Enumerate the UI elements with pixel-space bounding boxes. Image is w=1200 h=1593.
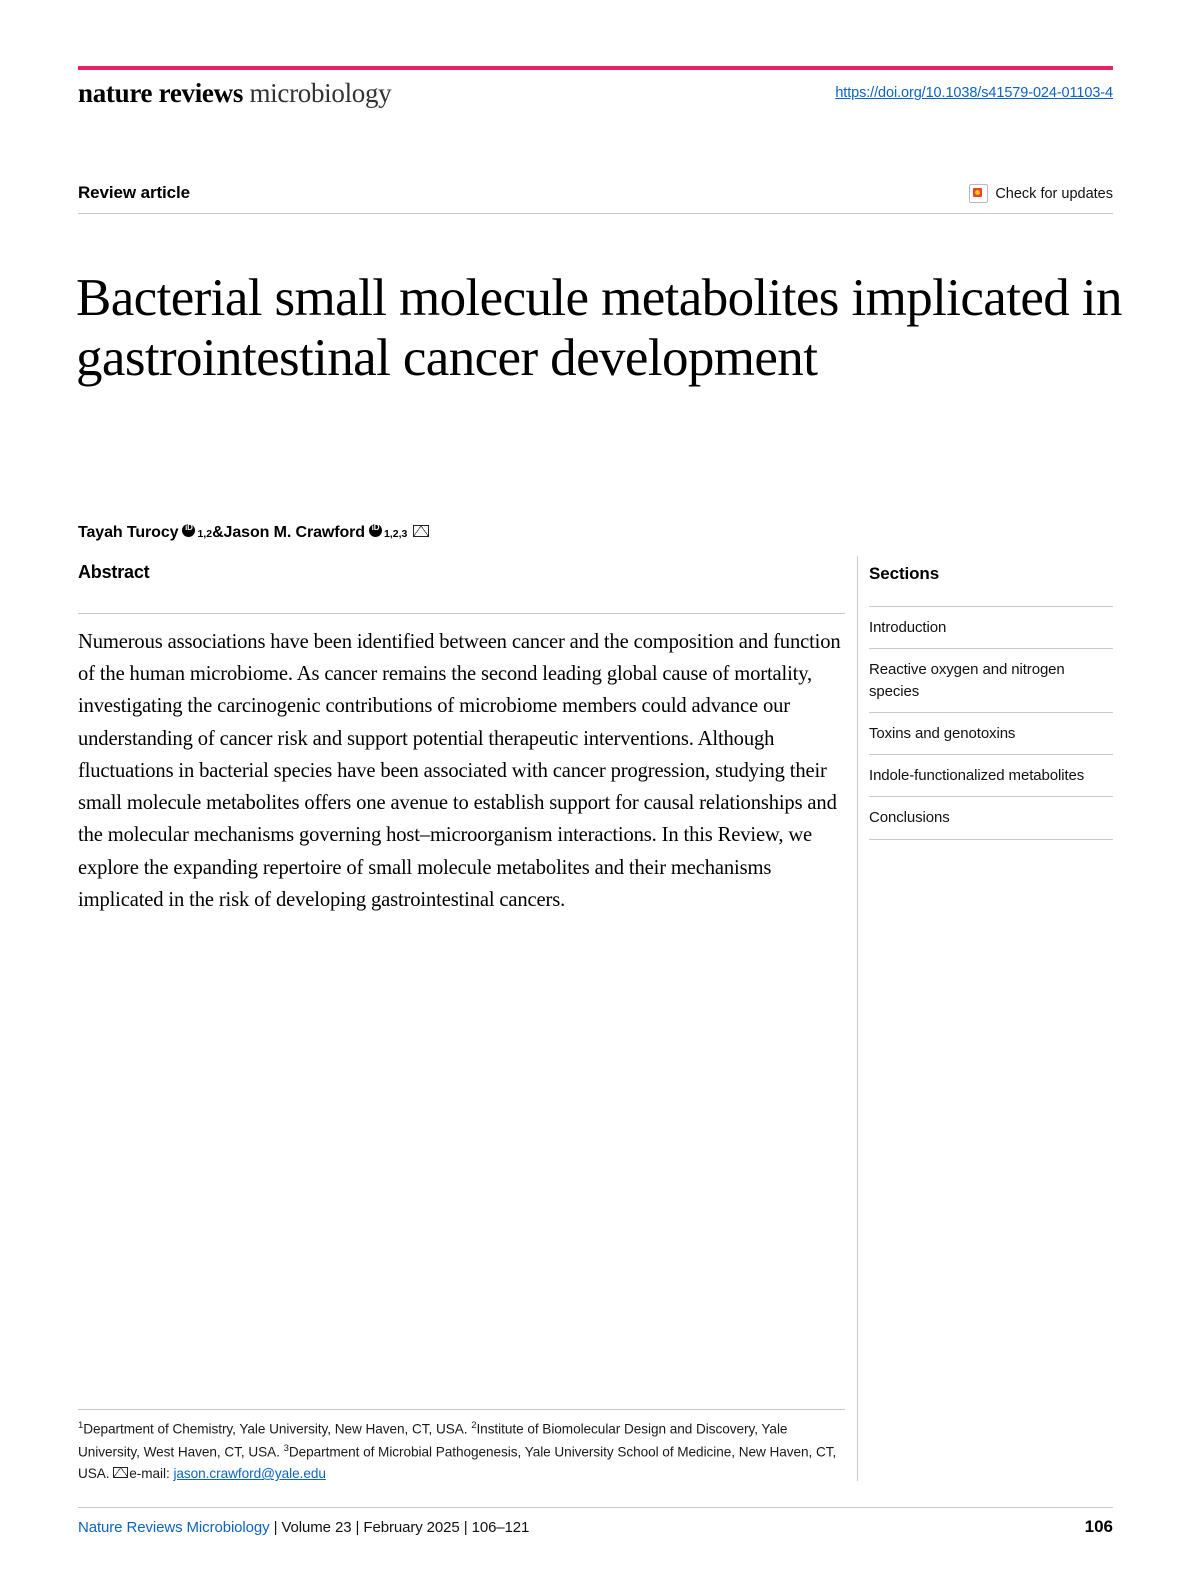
affiliation-text-2: Institute of Biomolecular Design and Discovery, Yale University, West Haven, CT, USA.	[78, 1421, 788, 1460]
author-affil-1: 1,2	[197, 528, 213, 540]
check-for-updates-button[interactable]	[969, 184, 1113, 203]
journal-name-bold: nature reviews	[78, 78, 244, 108]
journal-name-light: microbiology	[249, 78, 392, 108]
header-divider	[78, 213, 1113, 214]
journal-masthead	[78, 78, 678, 109]
envelope-icon[interactable]	[413, 525, 429, 537]
section-link-reactive-oxygen-and-nitrogen-species[interactable]: Reactive oxygen and nitrogen species	[869, 648, 1113, 712]
column-divider	[857, 556, 858, 1481]
affiliation-marker-1: 1	[78, 1420, 84, 1431]
footer-citation	[78, 1519, 529, 1536]
author-conjunction: &	[212, 524, 224, 541]
abstract-text: Numerous associations have been identified between cancer and the composition and function of the human microbiome. As cancer remains the second leading global cause of mortality, investigating the carcinogenic contributions of microbiome members could advance our understanding of cancer risk and support potential therapeutic interventions. Although fluctuations in bacterial species have been associated with cancer progression, studying their small molecule metabolites offers one avenue to establish support for causal relationships and the molecular mechanisms governing host–microorganism interactions. In this Review, we explore the expanding repertoire of small molecule metabolites and their mechanisms implicated in the risk of developing gastrointestinal cancers.	[78, 631, 841, 911]
affiliations-block	[78, 1418, 853, 1485]
orcid-icon[interactable]	[369, 524, 382, 537]
brand-rule	[78, 66, 1113, 70]
envelope-icon	[113, 1467, 128, 1478]
author-list	[78, 524, 429, 542]
affiliation-text-3: Department of Microbial Pathogenesis, Yale University School of Medicine, New Haven, CT, USA.	[78, 1444, 837, 1482]
abstract-heading: Abstract	[78, 562, 150, 582]
page-number: 106	[1084, 1517, 1113, 1536]
section-link-indole-functionalized-metabolites[interactable]: Indole-functionalized metabolites	[869, 754, 1113, 796]
email-label: e-mail:	[129, 1466, 174, 1482]
footer-volume-info: | Volume 23 | February 2025 | 106–121	[269, 1519, 530, 1536]
affiliation-text-1: Department of Chemistry, Yale University, New Haven, CT, USA.	[83, 1421, 472, 1437]
sections-list	[869, 606, 1113, 840]
affiliation-marker-2: 2	[471, 1420, 477, 1431]
sections-heading: Sections	[869, 564, 940, 583]
section-link-conclusions[interactable]: Conclusions	[869, 796, 1113, 839]
section-link-toxins-and-genotoxins[interactable]: Toxins and genotoxins	[869, 712, 1113, 754]
orcid-icon[interactable]	[182, 524, 195, 537]
corresponding-email-link[interactable]: jason.crawford@yale.edu	[173, 1466, 326, 1482]
crossmark-icon	[969, 184, 988, 203]
affiliations-divider	[78, 1409, 845, 1410]
section-link-introduction[interactable]: Introduction	[869, 606, 1113, 648]
affiliation-marker-3: 3	[283, 1442, 289, 1454]
abstract-divider	[78, 613, 845, 614]
check-for-updates-label: Check for updates	[995, 185, 1113, 202]
article-type-label: Review article	[78, 183, 190, 202]
page-title: Bacterial small molecule metabolites implicated in gastrointestinal cancer development	[76, 268, 1122, 387]
footer-journal-name[interactable]: Nature Reviews Microbiology	[78, 1519, 270, 1536]
author-name-2: Jason M. Crawford	[223, 524, 365, 541]
author-affil-2: 1,2,3	[383, 528, 408, 540]
doi-link[interactable]: https://doi.org/10.1038/s41579-024-01103-4	[835, 85, 1113, 101]
author-name-1: Tayah Turocy	[78, 524, 179, 541]
footer-divider	[78, 1507, 1113, 1508]
